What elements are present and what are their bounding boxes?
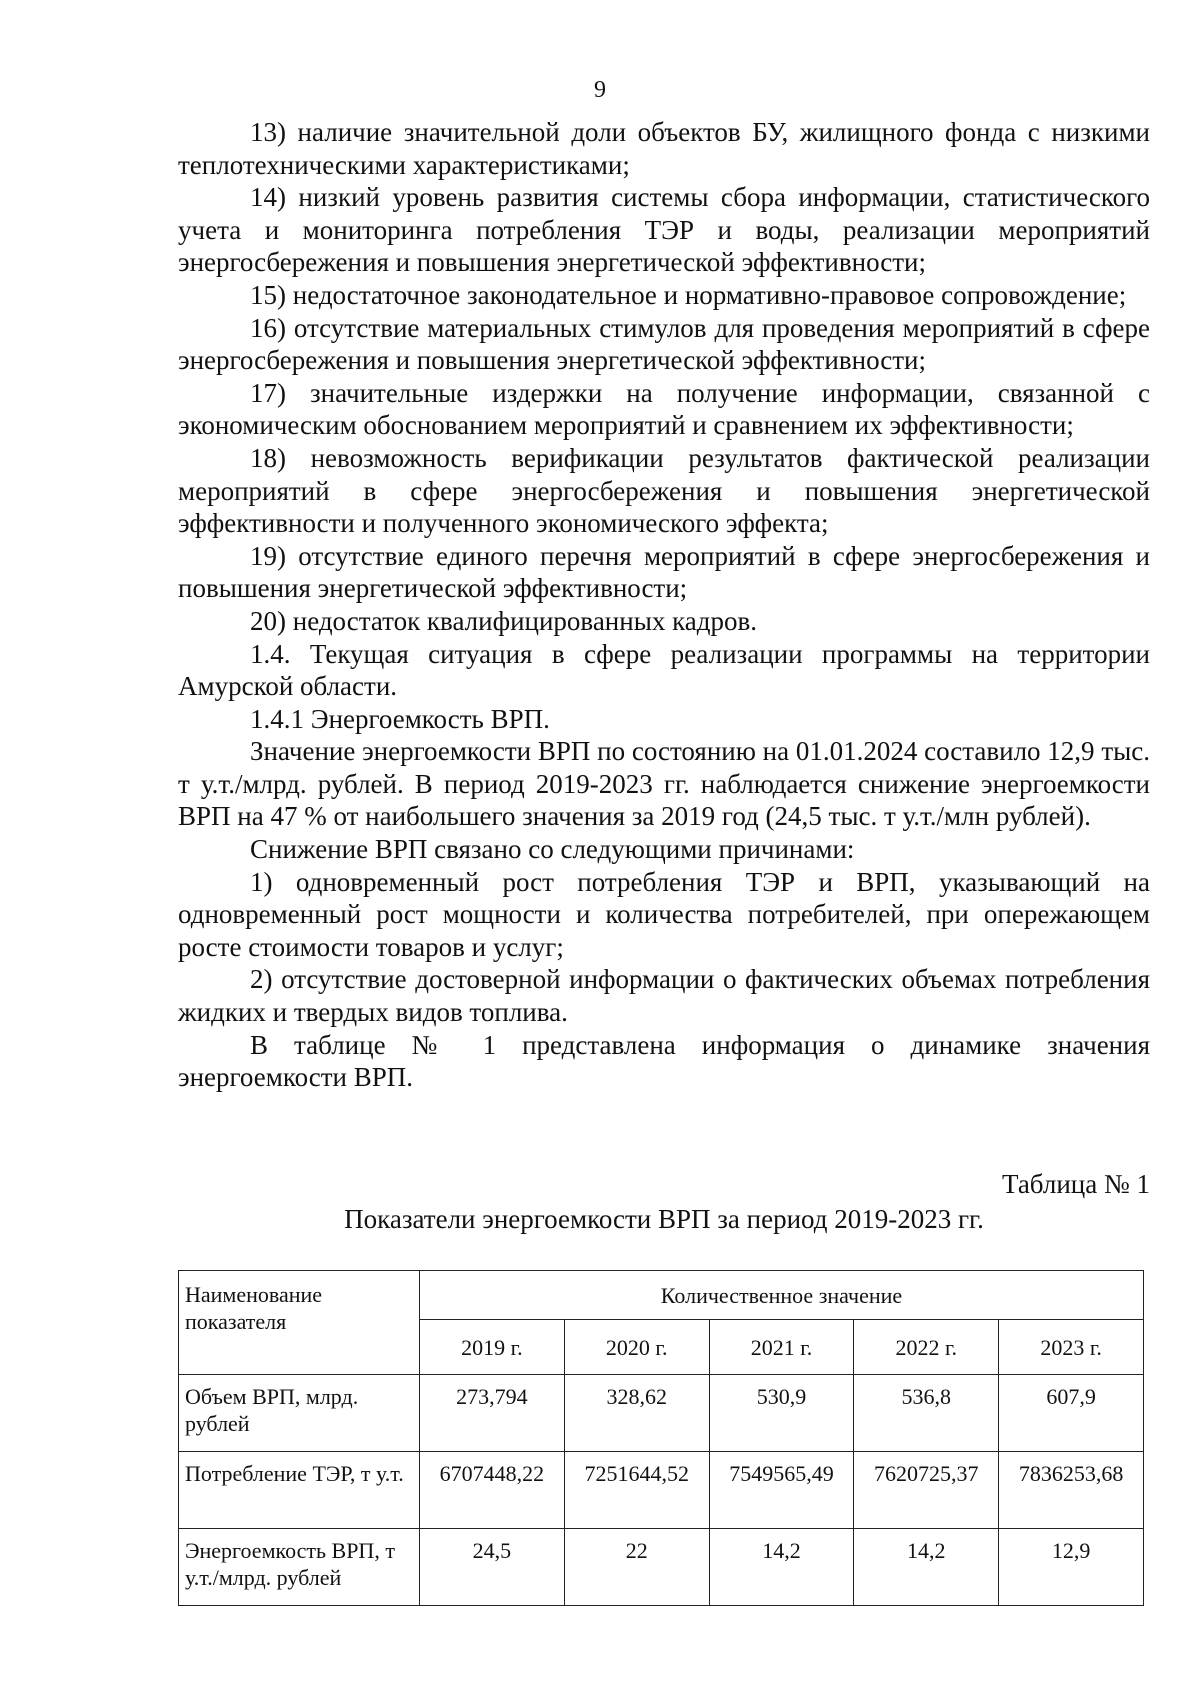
paragraph-decrease-reasons-intro: Снижение ВРП связано со следующими причинами: bbox=[250, 834, 855, 865]
paragraph-reason-1: 1) одновременный рост потребления ТЭР и ВРП, указывающий на одновременный рост мощности и количества потребителей, при опережающем росте стоимости товаров и услуг; bbox=[178, 866, 1150, 962]
paragraph-14: 14) низкий уровень развития системы сбора информации, статистического учета и мониторинга потребления ТЭР и воды, реализации мероприятий энергосбережения и повышения энергетической эффективности; bbox=[178, 182, 1150, 278]
table-row bbox=[179, 1529, 1144, 1606]
paragraph-19: 19) отсутствие единого перечня мероприятий в сфере энергосбережения и повышения энергетической эффективности; bbox=[178, 540, 1150, 604]
section-heading-1-4: 1.4. Текущая ситуация в сфере реализации программы на территории Амурской области. bbox=[178, 638, 1150, 702]
table-cell: 6707448,22 bbox=[420, 1452, 565, 1529]
header-year-2019: 2019 г. bbox=[420, 1320, 565, 1375]
table-title: Показатели энергоемкости ВРП за период 2019-2023 гг. bbox=[344, 1204, 984, 1234]
header-quantitative-value: Количественное значение bbox=[420, 1271, 1144, 1320]
energy-intensity-table bbox=[178, 1270, 1144, 1606]
table-cell: 12,9 bbox=[999, 1529, 1144, 1606]
paragraph-20: 20) недостаток квалифицированных кадров. bbox=[250, 605, 758, 636]
header-year-2023: 2023 г. bbox=[999, 1320, 1144, 1375]
table-cell: 536,8 bbox=[854, 1375, 999, 1452]
table-cell: 7549565,49 bbox=[709, 1452, 854, 1529]
table-cell: 24,5 bbox=[420, 1529, 565, 1606]
table-row bbox=[179, 1452, 1144, 1529]
section-heading-1-4-1: 1.4.1 Энергоемкость ВРП. bbox=[250, 703, 550, 734]
header-year-2021: 2021 г. bbox=[709, 1320, 854, 1375]
paragraph-15: 15) недостаточное законодательное и нормативно-правовое сопровождение; bbox=[250, 279, 1127, 310]
paragraph-16: 16) отсутствие материальных стимулов для проведения мероприятий в сфере энергосбережения и повышения энергетической эффективности; bbox=[178, 312, 1150, 376]
header-year-2020: 2020 г. bbox=[564, 1320, 709, 1375]
header-indicator-name: Наименование показателя bbox=[179, 1271, 420, 1375]
paragraph-13: 13) наличие значительной доли объектов БУ, жилищного фонда с низкими теплотехническими характеристиками; bbox=[178, 117, 1150, 180]
table-header-row bbox=[179, 1271, 1144, 1320]
paragraph-17: 17) значительные издержки на получение информации, связанной с экономическим обоснованием мероприятий и сравнением их эффективности; bbox=[178, 377, 1150, 441]
table-row bbox=[179, 1375, 1144, 1452]
paragraph-energy-intensity-value: Значение энергоемкости ВРП по состоянию на 01.01.2024 составило 12,9 тыс. т у.т./млрд. рублей. В период 2019-2023 гг. наблюдается снижение энергоемкости ВРП на 47 % от наибольшего значения за 2019 год (24,5 тыс. т у.т./млн рублей). bbox=[178, 736, 1150, 832]
table-cell: 273,794 bbox=[420, 1375, 565, 1452]
table-cell: 607,9 bbox=[999, 1375, 1144, 1452]
table-cell: 7251644,52 bbox=[564, 1452, 709, 1529]
table-cell: 7836253,68 bbox=[999, 1452, 1144, 1529]
paragraph-reason-2: 2) отсутствие достоверной информации о фактических объемах потребления жидких и твердых видов топлива. bbox=[178, 964, 1150, 1028]
paragraph-18: 18) невозможность верификации результатов фактической реализации мероприятий в сфере энергосбережения и повышения энергетической эффективности и полученного экономического эффекта; bbox=[178, 442, 1150, 539]
table-cell: 14,2 bbox=[854, 1529, 999, 1606]
row-name-grp-volume: Объем ВРП, млрд. рублей bbox=[179, 1375, 420, 1452]
row-name-fuel-consumption: Потребление ТЭР, т у.т. bbox=[179, 1452, 420, 1529]
table-cell: 22 bbox=[564, 1529, 709, 1606]
page-number: 9 bbox=[594, 77, 606, 103]
header-year-2022: 2022 г. bbox=[854, 1320, 999, 1375]
row-name-energy-intensity: Энергоемкость ВРП, т у.т./млрд. рублей bbox=[179, 1529, 420, 1606]
table-cell: 328,62 bbox=[564, 1375, 709, 1452]
table-cell: 14,2 bbox=[709, 1529, 854, 1606]
table-cell: 530,9 bbox=[709, 1375, 854, 1452]
body-text bbox=[178, 116, 1150, 1094]
table-cell: 7620725,37 bbox=[854, 1452, 999, 1529]
paragraph-table-intro: В таблице № 1 представлена информация о динамике значения энергоемкости ВРП. bbox=[178, 1029, 1150, 1093]
table-label: Таблица № 1 bbox=[1002, 1169, 1150, 1199]
